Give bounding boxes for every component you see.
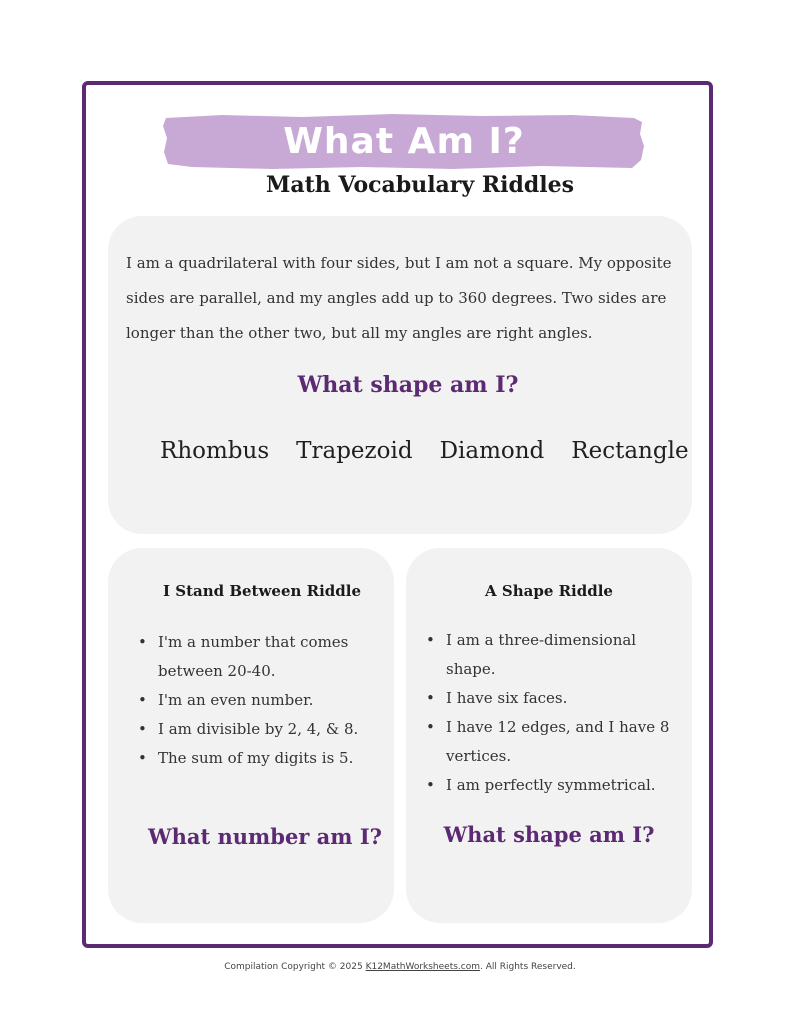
number-riddle-heading: I Stand Between Riddle bbox=[163, 582, 361, 600]
list-item: • I'm an even number. bbox=[138, 686, 378, 715]
title-banner bbox=[162, 112, 646, 170]
option-rhombus: Rhombus bbox=[160, 438, 270, 464]
footer-suffix: . All Rights Reserved. bbox=[480, 962, 576, 972]
copyright-footer bbox=[0, 962, 800, 972]
bullet-icon: • bbox=[138, 749, 147, 767]
option-diamond: Diamond bbox=[439, 438, 545, 464]
list-item: • I am perfectly symmetrical. bbox=[426, 771, 684, 800]
list-item: • I am divisible by 2, 4, & 8. bbox=[138, 715, 378, 744]
bullet-icon: • bbox=[426, 631, 435, 649]
list-item: • I'm a number that comes between 20-40. bbox=[138, 628, 378, 686]
shape-riddle-card bbox=[406, 548, 692, 923]
main-riddle-card bbox=[108, 216, 692, 534]
worksheet-title: What Am I? bbox=[283, 120, 525, 162]
footer-site-link[interactable]: K12MathWorksheets.com bbox=[365, 962, 481, 972]
worksheet-subtitle: Math Vocabulary Riddles bbox=[266, 172, 574, 198]
list-item: • I have 12 edges, and I have 8 vertices. bbox=[426, 713, 684, 771]
main-riddle-text: I am a quadrilateral with four sides, but I am not a square. My opposite sides are parallel, and my angles add up to 360 degrees. Two sides are longer than the other two, but all my angles are right angles. bbox=[126, 254, 672, 342]
option-rectangle: Rectangle bbox=[571, 438, 689, 464]
bullet-icon: • bbox=[426, 689, 435, 707]
list-item: • I have six faces. bbox=[426, 684, 684, 713]
option-trapezoid: Trapezoid bbox=[296, 438, 413, 464]
bullet-icon: • bbox=[138, 633, 147, 651]
bullet-icon: • bbox=[138, 691, 147, 709]
list-item: • I am a three-dimensional shape. bbox=[426, 626, 684, 684]
number-riddle-clues bbox=[138, 628, 378, 773]
number-riddle-question: What number am I? bbox=[148, 824, 382, 849]
answer-options bbox=[160, 438, 689, 464]
bullet-icon: • bbox=[138, 720, 147, 738]
bullet-icon: • bbox=[426, 718, 435, 736]
list-item: • The sum of my digits is 5. bbox=[138, 744, 378, 773]
shape-riddle-clues bbox=[426, 626, 684, 800]
bullet-icon: • bbox=[426, 776, 435, 794]
shape-riddle-heading: A Shape Riddle bbox=[485, 582, 613, 600]
number-riddle-card bbox=[108, 548, 394, 923]
main-riddle-question: What shape am I? bbox=[297, 372, 519, 398]
footer-prefix: Compilation Copyright © 2025 bbox=[224, 962, 366, 972]
shape-riddle-question: What shape am I? bbox=[443, 822, 655, 847]
